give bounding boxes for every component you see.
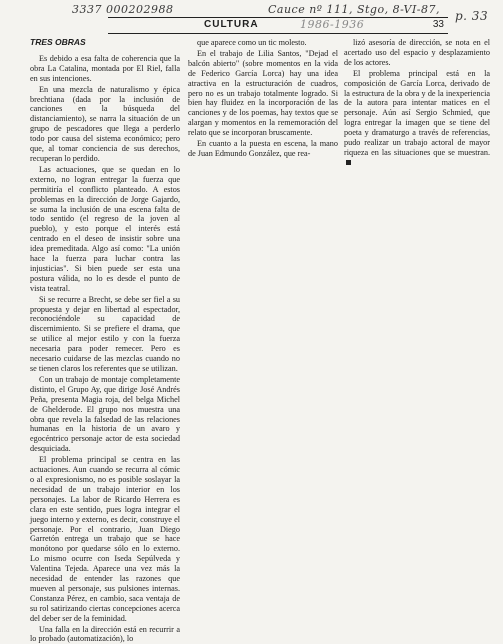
section-label: CULTURA [204,19,259,30]
paragraph: lizó asesoría de dirección, se nota en el acertado uso del espacio y desplazamiento de los actores. [344,38,490,67]
paragraph: que aparece como un tic molesto. [197,38,307,47]
page-number: 33 [432,19,444,30]
handwritten-source-note: Cauce nº 111, Stgo, 8-VI-87, [268,3,440,16]
paragraph: Una falla en la dirección está en recurrir a lo probado (automatización), lo [30,624,180,644]
handwritten-years: 1986-1936 [300,18,365,31]
paragraph: En cuanto a la puesta en escena, la mano de Juan Edmundo González, que rea- [188,139,338,158]
paragraph: Con un trabajo de montaje completamente distinto, el Grupo Ay, que dirige José Andrés Peña, presenta Magia roja, del belga Michel de Ghelderode. El grupo nos muestra una obra que revela la falsedad de las relaciones humanas en la historia de un avaro y egocéntrico personaje actor de esta sociedad desquiciada. [30,374,180,454]
paragraph: Es debido a esa falta de coherencia que la obra La Catalina, montada por El Riel, falla en sus intenciones. [30,53,180,83]
paragraph: Si se recurre a Brecht, se debe ser fiel a su propuesta y dejar en libertad al espectador, reconociéndole su capacidad de discernimiento. Si se prefiere el drama, que se utilice al mejor estilo y con la fuerza necesaria para poder remecer. Pero es necesario cuidarse de las mezclas cuando no se tienen claros los referentes que se utilizan. [30,294,180,373]
paragraph-last [344,69,490,168]
handwritten-page-note: p. 33 [455,9,489,23]
article-title: TRES OBRAS [30,37,86,47]
paragraph: Las actuaciones, que se quedan en lo externo, no logran entregar la fuerza que permitiría el conflicto planteado. A estos problemas en la dirección de Jorge Gajardo, se suma la inclusión de una escena falta de todo sentido (el regreso de la joven al pueblo), y esto porque el interés está centrado en el deseo de insistir sobre una idea premeditada. Algo así como: "La unión hace la fuerza para luchar contra las injusticias". Si bien puede ser esta una postura válida, no lo es desde el punto de vista teatral. [30,164,180,293]
paragraph-text: El problema principal está en la composición de García Lorca, derivado de la estructura de la obra y de la inexperiencia de la autora para intentar matices en el personaje. Aún así Sergio Schmied, que logra entregar la imagen que se tiene del poeta y dramaturgo a través de referencias, pudo realizar un trabajo actoral de mayor riqueza en las situaciones que se muestran. [344,68,490,157]
paragraph: En una mezcla de naturalismo y épica brechtiana (dada por la inclusión de canciones en la búsqueda del distanciamiento), se narra la situación de un grupo de pescadores que llega a perderlo todo por causa del sistema económico; pero que, al tomar conciencia de sus derechos, recuperan lo perdido. [30,84,180,163]
paragraph: El problema principal se centra en las actuaciones. Aun cuando se recurra al cómic o al expresionismo, no es posible soslayar la necesidad de un trabajo interior en los personajes. La labor de Ricardo Herrera es clara en este sentido, pues logra integrar el juego interno y externo, es decir, construye el personaje. Por el contrario, Juan Diego Garretón entrega un trabajo que se hace monótono por quedarse sólo en lo externo. Lo mismo ocurre con Iseda Sepúlveda y Valentina Tejeda. Aparece una vez más la necesidad de entender las razones que mueven al personaje, sus pulsiones internas. Constanza Pérez, en cambio, saca ventaja de su rol satirizando ciertas concepciones acerca del deber ser de la feminidad. [30,455,180,623]
handwritten-archive-number: 3337 000202988 [72,3,174,16]
section-header [108,17,448,34]
article-column-3 [344,38,490,188]
article-column-1 [30,37,180,644]
paragraph: En el trabajo de Lilia Santos, "Dejad el balcón abierto" (sobre momentos en la vida de Federico García Lorca) hay una idea atractiva en la estructuración de cuadros, pero no es un trabajo totalmente logrado. Si bien hay fluidez en la incorporación de las canciones y de los poemas, hay textos que se alargan y momentos en la rememoración del relato que se incorporan bruscamente. [188,48,338,138]
article-column-2 [188,38,338,188]
end-of-article-mark [346,160,351,165]
